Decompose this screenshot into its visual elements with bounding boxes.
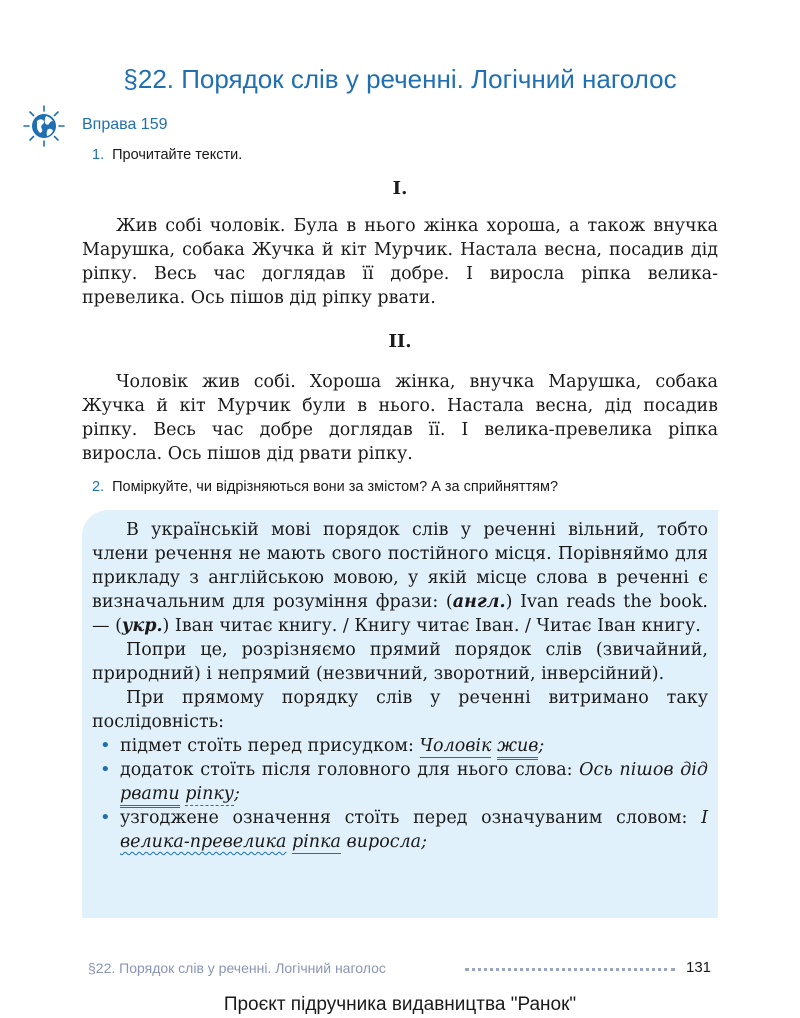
rule-paragraph-3: При прямому порядку слів у реченні витримано таку послідовність: (92, 688, 708, 732)
project-caption: Проєкт підручника видавництва "Ранок" (223, 994, 577, 1015)
example-object: ріпку (185, 784, 234, 804)
task-text: Прочитайте тексти. (112, 147, 243, 163)
text-1-heading: I. (392, 178, 408, 199)
bullet-icon: • (100, 807, 111, 828)
exercise-label: Вправа 159 (82, 116, 168, 133)
example-subject: Чоловік (419, 736, 492, 756)
globe-icon (22, 104, 66, 148)
task-1 (92, 147, 242, 163)
footer-section-title: §22. Порядок слів у реченні. Логічний наголос (88, 960, 386, 976)
task-2 (92, 479, 558, 495)
task-number: 2. (92, 479, 105, 495)
text-2-heading: II. (388, 331, 412, 352)
rule-list-item: • додаток стоїть після головного для нього слова: Ось пішов дід рвати ріпку; (92, 758, 708, 806)
rule-list-item: • узгоджене означення стоїть перед означуваним словом: І велика-превелика ріпка виросла; (100, 807, 708, 852)
rule-list (92, 734, 708, 854)
rule-paragraph-2: Попри це, розрізняємо прямий порядок слів (звичайний, природний) і непрямий (незвичний, зворотний, інверсійний). (92, 640, 708, 684)
example-attribute: велика-превелика (120, 832, 287, 852)
bullet-icon: • (100, 759, 111, 780)
section-title: §22. Порядок слів у реченні. Логічний наголос (123, 64, 677, 94)
footer-dots (465, 968, 675, 971)
example-predicate: жив (497, 736, 538, 760)
bullet-icon: • (100, 735, 111, 756)
task-number: 1. (92, 147, 105, 163)
rule-list-item: • підмет стоїть перед присудком: Чоловік жив; (92, 734, 708, 758)
rule-paragraph-1: В українській мові порядок слів у реченні вільний, тобто члени речення не мають свого постійного місця. Порівняймо для прикладу з англійською мовою, у якій місце слова в реченні є визначальним для розуміння фрази: (англ.) Ivan reads the book. — (укр.) Іван читає книгу. / Книгу читає Іван. / Читає Іван книгу. (92, 520, 708, 636)
text-1-body: Жив собі чоловік. Була в нього жінка хороша, а також внучка Марушка, собака Жучка й кіт Мурчик. Настала весна, посадив дід ріпку. Весь час доглядав її добре. І виросла ріпка велика-превелика. Ось пішов дід ріпку рвати. (82, 216, 718, 308)
text-2-body: Чоловік жив собі. Хороша жінка, внучка Марушка, собака Жучка й кіт Мурчик були в нього. Настала весна, дід посадив ріпку. Весь час добре доглядав її. І велика-превелика ріпка виросла. Ось пішов дід рвати ріпку. (82, 372, 718, 464)
page-number: 131 (686, 959, 712, 976)
rule-box (82, 510, 718, 918)
task-text: Поміркуйте, чи відрізняються вони за змістом? А за сприйняттям? (112, 479, 559, 495)
example-predicate: рвати (120, 784, 180, 808)
example-subject: ріпка (292, 832, 341, 852)
